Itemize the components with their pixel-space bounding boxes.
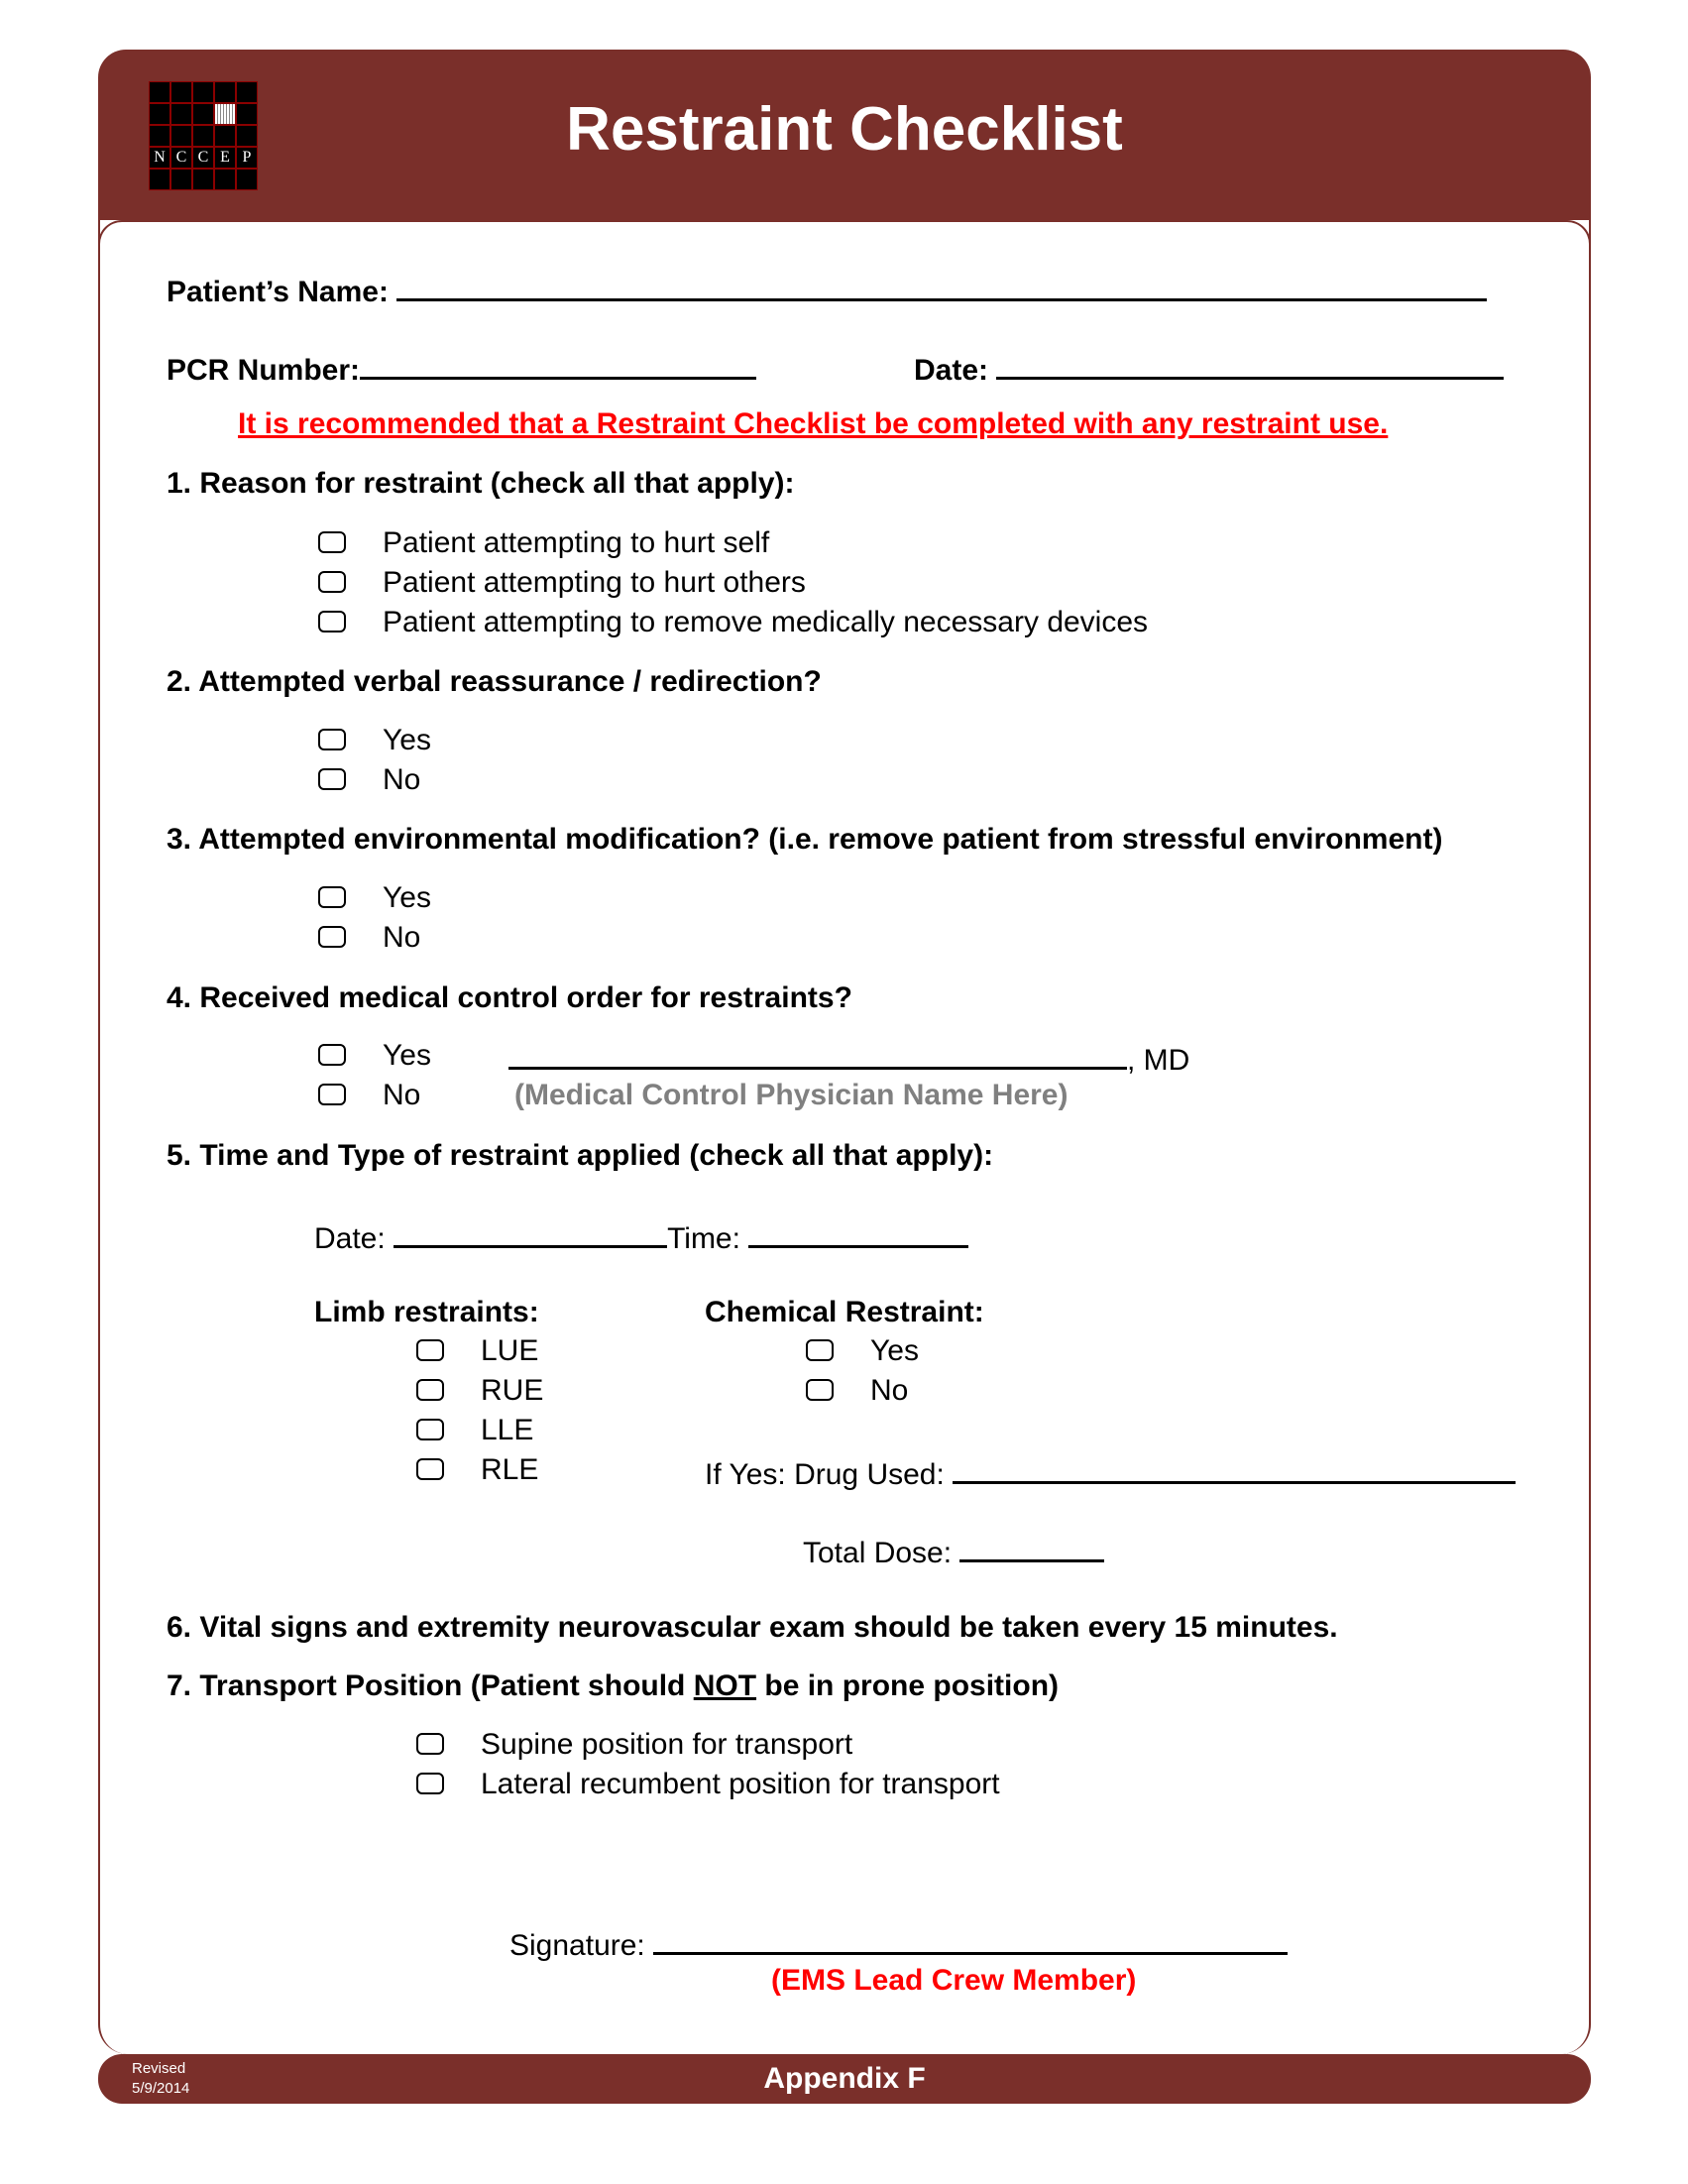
revised-date: 5/9/2014 — [132, 2080, 190, 2097]
restraint-date-field[interactable] — [394, 1217, 667, 1248]
option-label: LLE — [481, 1414, 534, 1446]
restraint-time-field[interactable] — [748, 1217, 968, 1248]
checkbox-lateral-recumbent[interactable] — [416, 1773, 444, 1794]
page-title: Restraint Checklist — [566, 95, 1123, 164]
option-label: Yes — [383, 1039, 431, 1072]
option-label: RLE — [481, 1453, 539, 1486]
logo-letter: E — [215, 148, 235, 168]
logo-letter: P — [237, 148, 257, 168]
checkbox-rle[interactable] — [416, 1458, 444, 1480]
section-7-title-post: be in prone position) — [756, 1669, 1060, 1702]
checkbox-chemical-yes[interactable] — [806, 1339, 834, 1361]
checkbox-hurt-others[interactable] — [318, 571, 346, 593]
checkbox-environmental-no[interactable] — [318, 926, 346, 948]
option-label: Patient attempting to hurt others — [383, 566, 806, 599]
total-dose-field[interactable] — [959, 1532, 1104, 1562]
logo-letter: C — [193, 148, 213, 168]
section-7-title-pre: 7. Transport Position (Patient should — [167, 1669, 694, 1702]
option-label: Yes — [870, 1334, 919, 1367]
checkbox-supine[interactable] — [416, 1733, 444, 1755]
section-4-title: 4. Received medical control order for restraints? — [167, 981, 852, 1014]
option-label: LUE — [481, 1334, 539, 1367]
checkbox-hurt-self[interactable] — [318, 531, 346, 553]
restraint-datetime-row — [314, 1217, 968, 1256]
total-dose-label: Total Dose: — [803, 1537, 953, 1569]
checkbox-lue[interactable] — [416, 1339, 444, 1361]
logo-letter: N — [150, 148, 169, 168]
pcr-number-field[interactable] — [360, 349, 756, 380]
chemical-restraint-title: Chemical Restraint: — [705, 1296, 984, 1328]
option-label: Yes — [383, 724, 431, 756]
section-2-title: 2. Attempted verbal reassurance / redirection? — [167, 665, 822, 698]
signature-label: Signature: — [509, 1929, 645, 1962]
restraint-time-label: Time: — [667, 1222, 740, 1255]
option-label: Yes — [383, 881, 431, 914]
pcr-number-row — [167, 349, 756, 388]
revised-label: Revised — [132, 2060, 186, 2077]
patient-name-label: Patient’s Name: — [167, 276, 389, 308]
date-field[interactable] — [996, 349, 1504, 380]
checkbox-rue[interactable] — [416, 1379, 444, 1401]
section-7-title-emphasis: NOT — [693, 1669, 757, 1702]
date-label: Date: — [914, 354, 989, 387]
option-label: Patient attempting to hurt self — [383, 526, 770, 559]
option-label: No — [870, 1374, 909, 1407]
option-label: No — [383, 1079, 421, 1111]
signature-role: (EMS Lead Crew Member) — [771, 1964, 1137, 1997]
drug-used-row — [705, 1453, 1516, 1492]
drug-used-field[interactable] — [953, 1453, 1516, 1484]
patient-name-field[interactable] — [396, 271, 1487, 301]
total-dose-row — [803, 1532, 1104, 1570]
checkbox-verbal-yes[interactable] — [318, 729, 346, 750]
restraint-date-label: Date: — [314, 1222, 386, 1255]
checkbox-environmental-yes[interactable] — [318, 886, 346, 908]
option-label: Patient attempting to remove medically necessary devices — [383, 606, 1149, 638]
checkbox-remove-devices[interactable] — [318, 611, 346, 632]
physician-name-field[interactable] — [508, 1039, 1127, 1070]
option-label: No — [383, 763, 421, 796]
option-label: Lateral recumbent position for transport — [481, 1768, 1000, 1800]
section-7-title — [167, 1669, 1059, 1703]
limb-restraints-title: Limb restraints: — [314, 1296, 539, 1328]
pcr-number-label: PCR Number: — [167, 354, 361, 387]
patient-name-row — [167, 271, 1487, 309]
section-1-title: 1. Reason for restraint (check all that apply): — [167, 467, 795, 500]
physician-name-hint: (Medical Control Physician Name Here) — [514, 1079, 1069, 1111]
checkbox-chemical-no[interactable] — [806, 1379, 834, 1401]
md-suffix: , MD — [1127, 1044, 1190, 1077]
section-5-title: 5. Time and Type of restraint applied (check all that apply): — [167, 1139, 994, 1172]
section-3-title: 3. Attempted environmental modification? (i.e. remove patient from stressful environment) — [167, 823, 1443, 856]
date-row — [914, 349, 1504, 388]
checkbox-medical-control-no[interactable] — [318, 1084, 346, 1105]
option-label: No — [383, 921, 421, 954]
physician-name-row — [508, 1039, 1189, 1078]
checkbox-medical-control-yes[interactable] — [318, 1044, 346, 1066]
option-label: RUE — [481, 1374, 544, 1407]
signature-field[interactable] — [653, 1924, 1288, 1955]
checkbox-verbal-no[interactable] — [318, 768, 346, 790]
checkbox-lle[interactable] — [416, 1419, 444, 1440]
drug-used-label: Drug Used: — [794, 1458, 945, 1491]
section-6-title: 6. Vital signs and extremity neurovascular exam should be taken every 15 minutes. — [167, 1611, 1338, 1644]
option-label: Supine position for transport — [481, 1728, 853, 1761]
signature-row — [509, 1924, 1288, 1963]
notice-text: It is recommended that a Restraint Checklist be completed with any restraint use. — [238, 407, 1389, 440]
if-yes-label: If Yes: — [705, 1458, 786, 1491]
logo-letter: C — [171, 148, 191, 168]
appendix-label: Appendix F — [763, 2062, 926, 2095]
